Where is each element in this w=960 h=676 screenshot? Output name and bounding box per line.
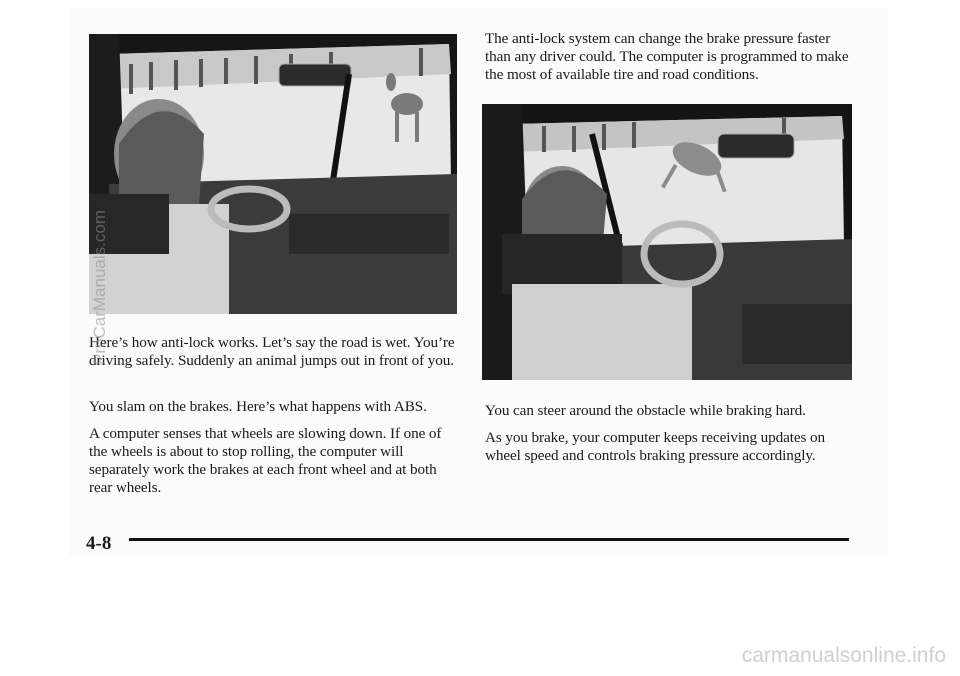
bottom-watermark: carmanualsonline.info bbox=[741, 644, 946, 667]
driver-deer-illustration bbox=[89, 34, 457, 314]
left-paragraph: A computer senses that wheels are slowing down. If one of the wheels is about to stop rolling, the computer will separately work the brakes at each front wheel and at both rear wheels. bbox=[89, 425, 442, 496]
page-number: 4-8 bbox=[86, 533, 112, 554]
side-watermark: ProCarManuals.com bbox=[90, 210, 109, 365]
right-paragraph: You can steer around the obstacle while braking hard. bbox=[485, 402, 806, 419]
driver-steering-illustration bbox=[482, 104, 852, 380]
left-paragraph: You slam on the brakes. Here’s what happens with ABS. bbox=[89, 398, 427, 415]
left-paragraph: Here’s how anti-lock works. Let’s say the road is wet. You’re driving safely. Suddenly an animal jumps out in front of you. bbox=[89, 334, 455, 369]
right-intro-paragraph: The anti-lock system can change the brake pressure faster than any driver could. The computer is programmed to make the most of available tire and road conditions. bbox=[485, 30, 849, 83]
footer-rule bbox=[129, 538, 849, 541]
right-paragraph: As you brake, your computer keeps receiving updates on wheel speed and controls braking pressure accordingly. bbox=[485, 429, 826, 464]
